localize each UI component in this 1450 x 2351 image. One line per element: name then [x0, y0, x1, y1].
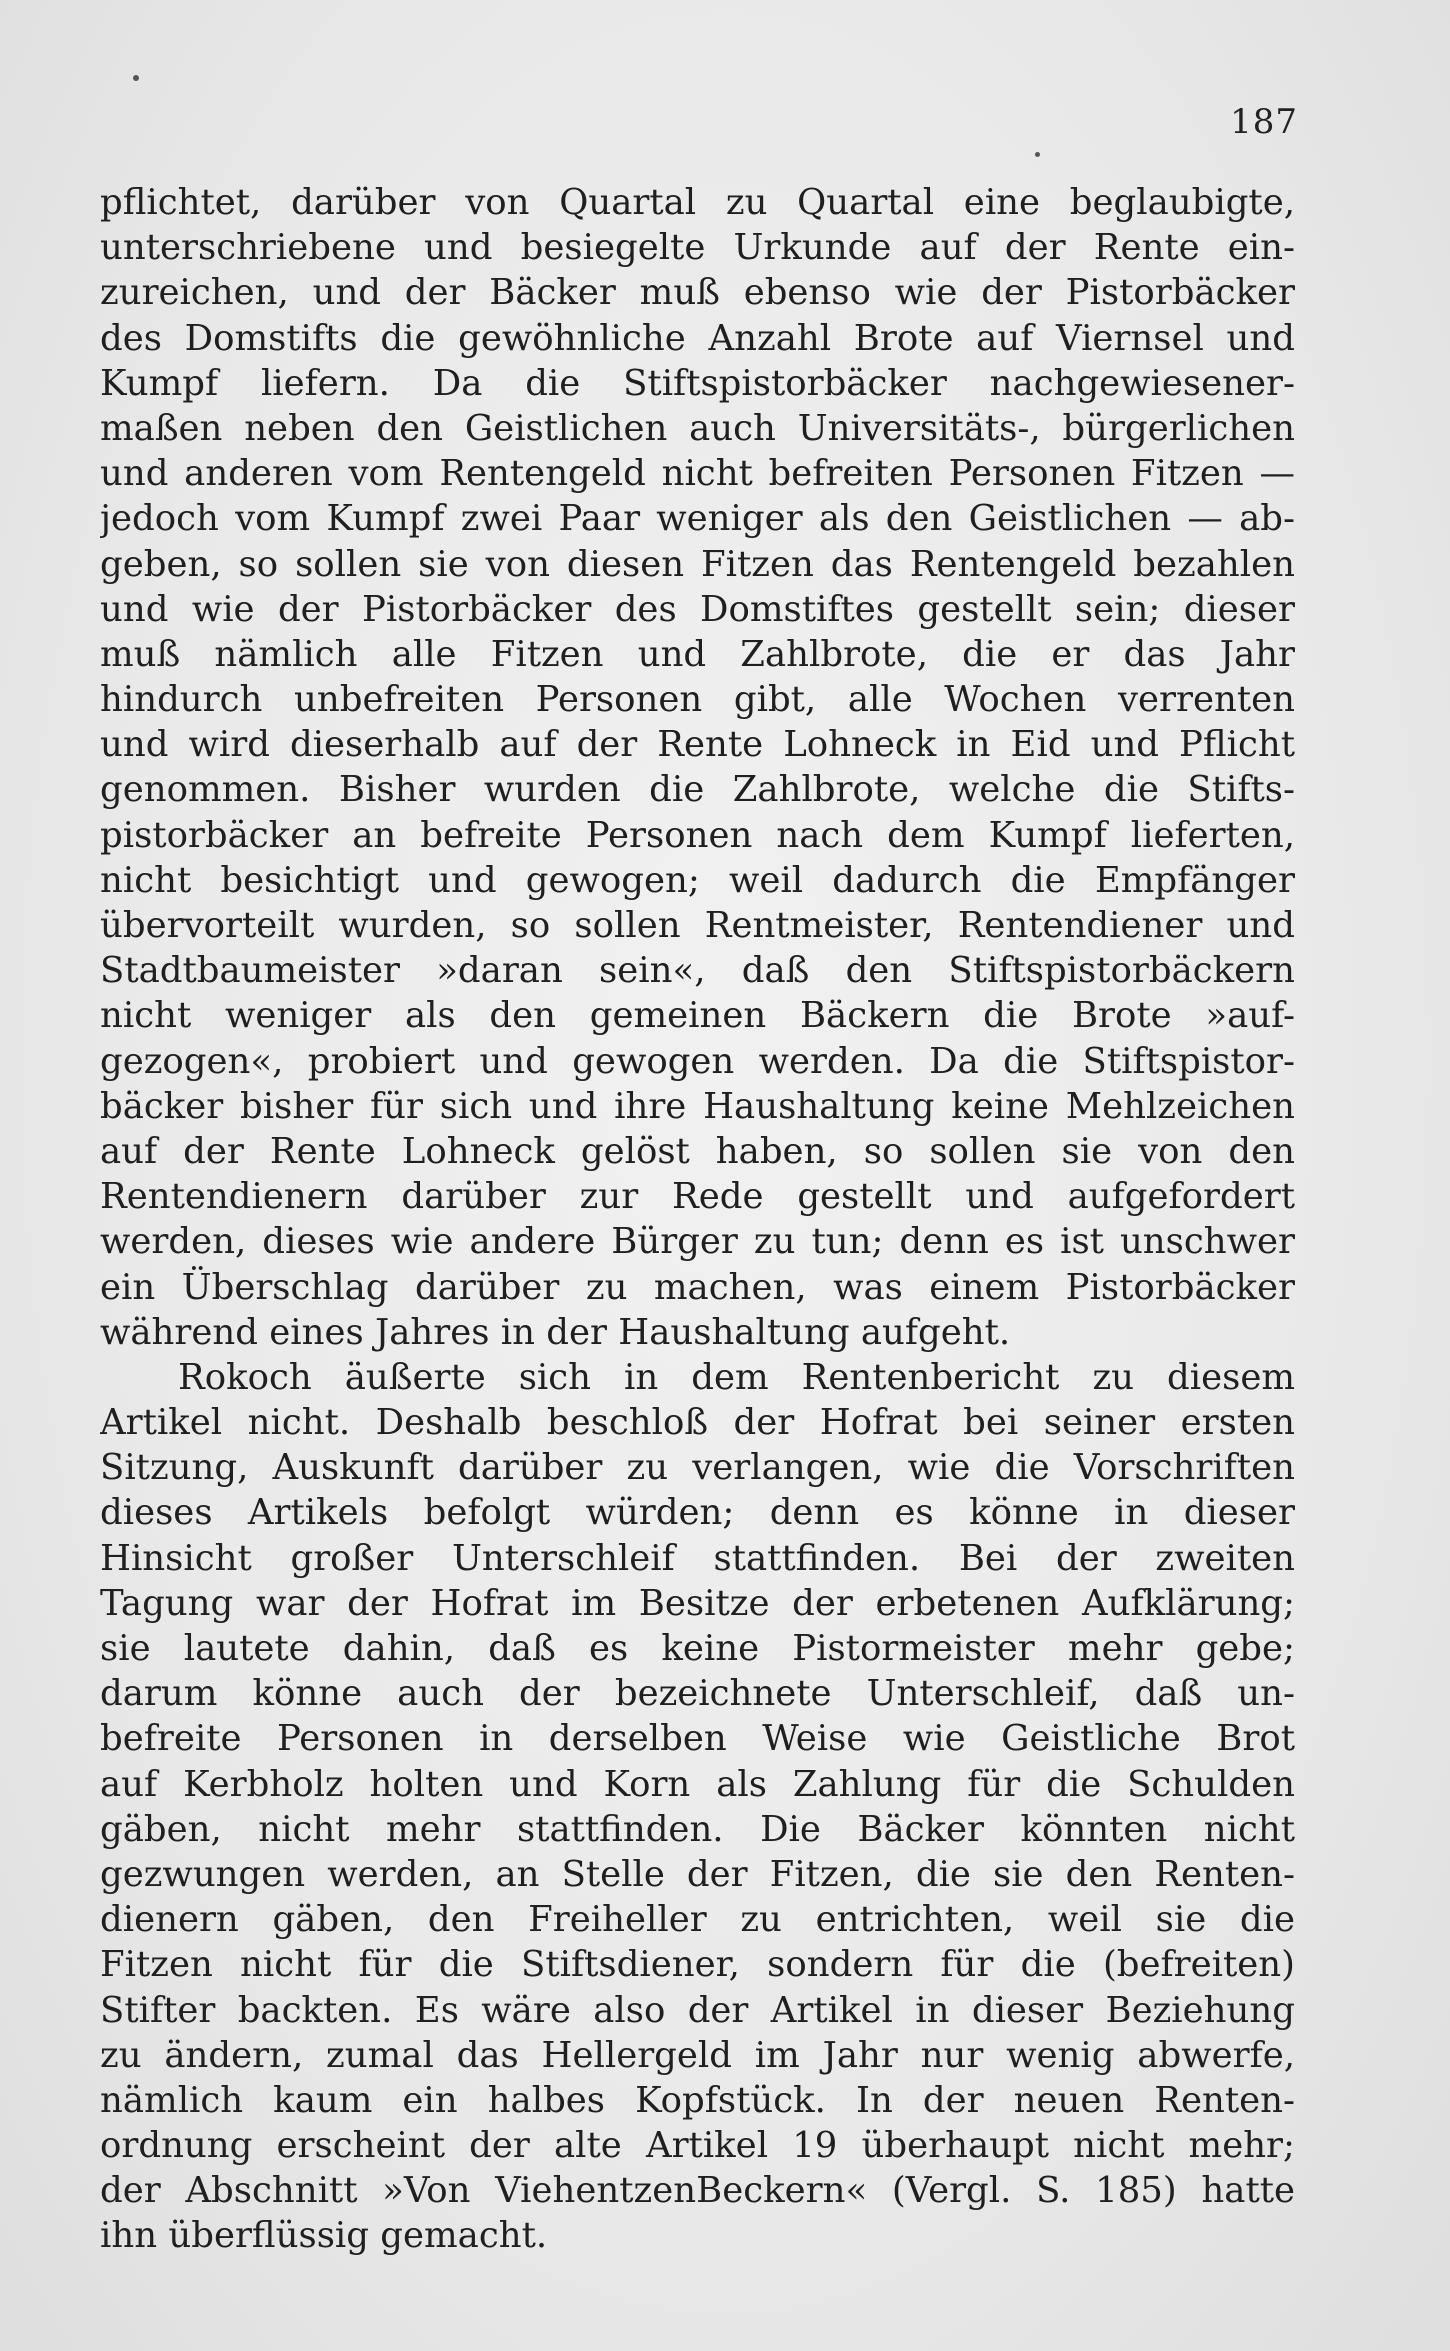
text-line: nicht besichtigt und gewogen; weil dadurch die Empfänger	[100, 859, 1295, 901]
text-line: Kumpf liefern. Da die Stiftspistorbäcker nachgewiesener-	[100, 362, 1295, 404]
text-line: und wird dieserhalb auf der Rente Lohneck in Eid und Pflicht	[100, 724, 1295, 766]
text-line: Artikel nicht. Deshalb beschloß der Hofrat bei seiner ersten	[100, 1402, 1295, 1444]
text-line: und anderen vom Rentengeld nicht befreiten Personen Fitzen —	[100, 453, 1295, 495]
text-line: nämlich kaum ein halbes Kopfstück. In der neuen Renten-	[100, 2079, 1295, 2121]
text-line: befreite Personen in derselben Weise wie Geistliche Brot	[100, 1718, 1295, 1760]
text-line: Rokoch äußerte sich in dem Rentenbericht zu diesem	[178, 1356, 1295, 1398]
text-line: ordnung erscheint der alte Artikel 19 überhaupt nicht mehr;	[100, 2125, 1295, 2167]
text-line: Stadtbaumeister »daran sein«, daß den Stiftspistorbäckern	[100, 950, 1295, 992]
text-line: des Domstifts die gewöhnliche Anzahl Brote auf Viernsel und	[100, 317, 1295, 359]
text-line: gezwungen werden, an Stelle der Fitzen, die sie den Renten-	[100, 1853, 1295, 1895]
text-line: Tagung war der Hofrat im Besitze der erbetenen Aufklärung;	[100, 1582, 1295, 1624]
scan-speck	[1035, 152, 1040, 157]
text-line: dienern gäben, den Freiheller zu entrichten, weil sie die	[100, 1899, 1295, 1941]
text-line: werden, dieses wie andere Bürger zu tun; denn es ist unschwer	[100, 1221, 1295, 1263]
text-line: hindurch unbefreiten Personen gibt, alle Wochen verrenten	[100, 679, 1295, 721]
text-line: bäcker bisher für sich und ihre Haushaltung keine Mehlzeichen	[100, 1085, 1295, 1127]
text-line: pistorbäcker an befreite Personen nach dem Kumpf lieferten,	[100, 814, 1295, 856]
text-line: Fitzen nicht für die Stiftsdiener, sondern für die (befreiten)	[100, 1944, 1295, 1986]
text-line: unterschriebene und besiegelte Urkunde auf der Rente ein-	[100, 227, 1295, 269]
text-line: Stifter backten. Es wäre also der Artikel in dieser Beziehung	[100, 1989, 1295, 2031]
page-number: 187	[1230, 102, 1298, 142]
text-line: der Abschnitt »Von ViehentzenBeckern« (Vergl. S. 185) hatte	[100, 2170, 1295, 2212]
text-line: Rentendienern darüber zur Rede gestellt und aufgefordert	[100, 1176, 1295, 1218]
text-line: Hinsicht großer Unterschleif stattfinden. Bei der zweiten	[100, 1537, 1295, 1579]
text-line: ein Überschlag darüber zu machen, was einem Pistorbäcker	[100, 1266, 1295, 1308]
text-line: Sitzung, Auskunft darüber zu verlangen, wie die Vorschriften	[100, 1447, 1295, 1489]
text-line: genommen. Bisher wurden die Zahlbrote, welche die Stifts-	[100, 769, 1295, 811]
text-line: gezogen«, probiert und gewogen werden. Da die Stiftspistor-	[100, 1040, 1295, 1082]
text-line: muß nämlich alle Fitzen und Zahlbrote, die er das Jahr	[100, 633, 1295, 675]
text-line: und wie der Pistorbäcker des Domstiftes gestellt sein; dieser	[100, 588, 1295, 630]
text-line: auf der Rente Lohneck gelöst haben, so sollen sie von den	[100, 1130, 1295, 1172]
text-line: während eines Jahres in der Haushaltung aufgeht.	[100, 1311, 1011, 1353]
text-line: sie lautete dahin, daß es keine Pistormeister mehr gebe;	[100, 1628, 1295, 1669]
text-line: auf Kerbholz holten und Korn als Zahlung für die Schulden	[100, 1763, 1295, 1805]
text-line: pflichtet, darüber von Quartal zu Quartal eine beglaubigte,	[100, 182, 1295, 223]
text-line: ihn überflüssig gemacht.	[100, 2215, 548, 2257]
text-line: nicht weniger als den gemeinen Bäckern die Brote »auf-	[100, 995, 1295, 1037]
text-line: zu ändern, zumal das Hellergeld im Jahr nur wenig abwerfe,	[100, 2034, 1295, 2076]
text-line: jedoch vom Kumpf zwei Paar weniger als den Geistlichen — ab-	[100, 498, 1295, 540]
text-line: darum könne auch der bezeichnete Unterschleif, daß un-	[100, 1673, 1295, 1715]
scan-speck	[133, 75, 139, 81]
text-line: gäben, nicht mehr stattfinden. Die Bäcker könnten nicht	[100, 1808, 1295, 1850]
text-line: übervorteilt wurden, so sollen Rentmeister, Rentendiener und	[100, 905, 1295, 946]
text-line: geben, so sollen sie von diesen Fitzen das Rentengeld bezahlen	[100, 543, 1295, 585]
text-line: maßen neben den Geistlichen auch Universitäts-, bürgerlichen	[100, 407, 1295, 449]
text-line: zureichen, und der Bäcker muß ebenso wie der Pistorbäcker	[100, 272, 1295, 314]
text-line: dieses Artikels befolgt würden; denn es könne in dieser	[100, 1492, 1295, 1534]
body-text	[100, 180, 1295, 2259]
